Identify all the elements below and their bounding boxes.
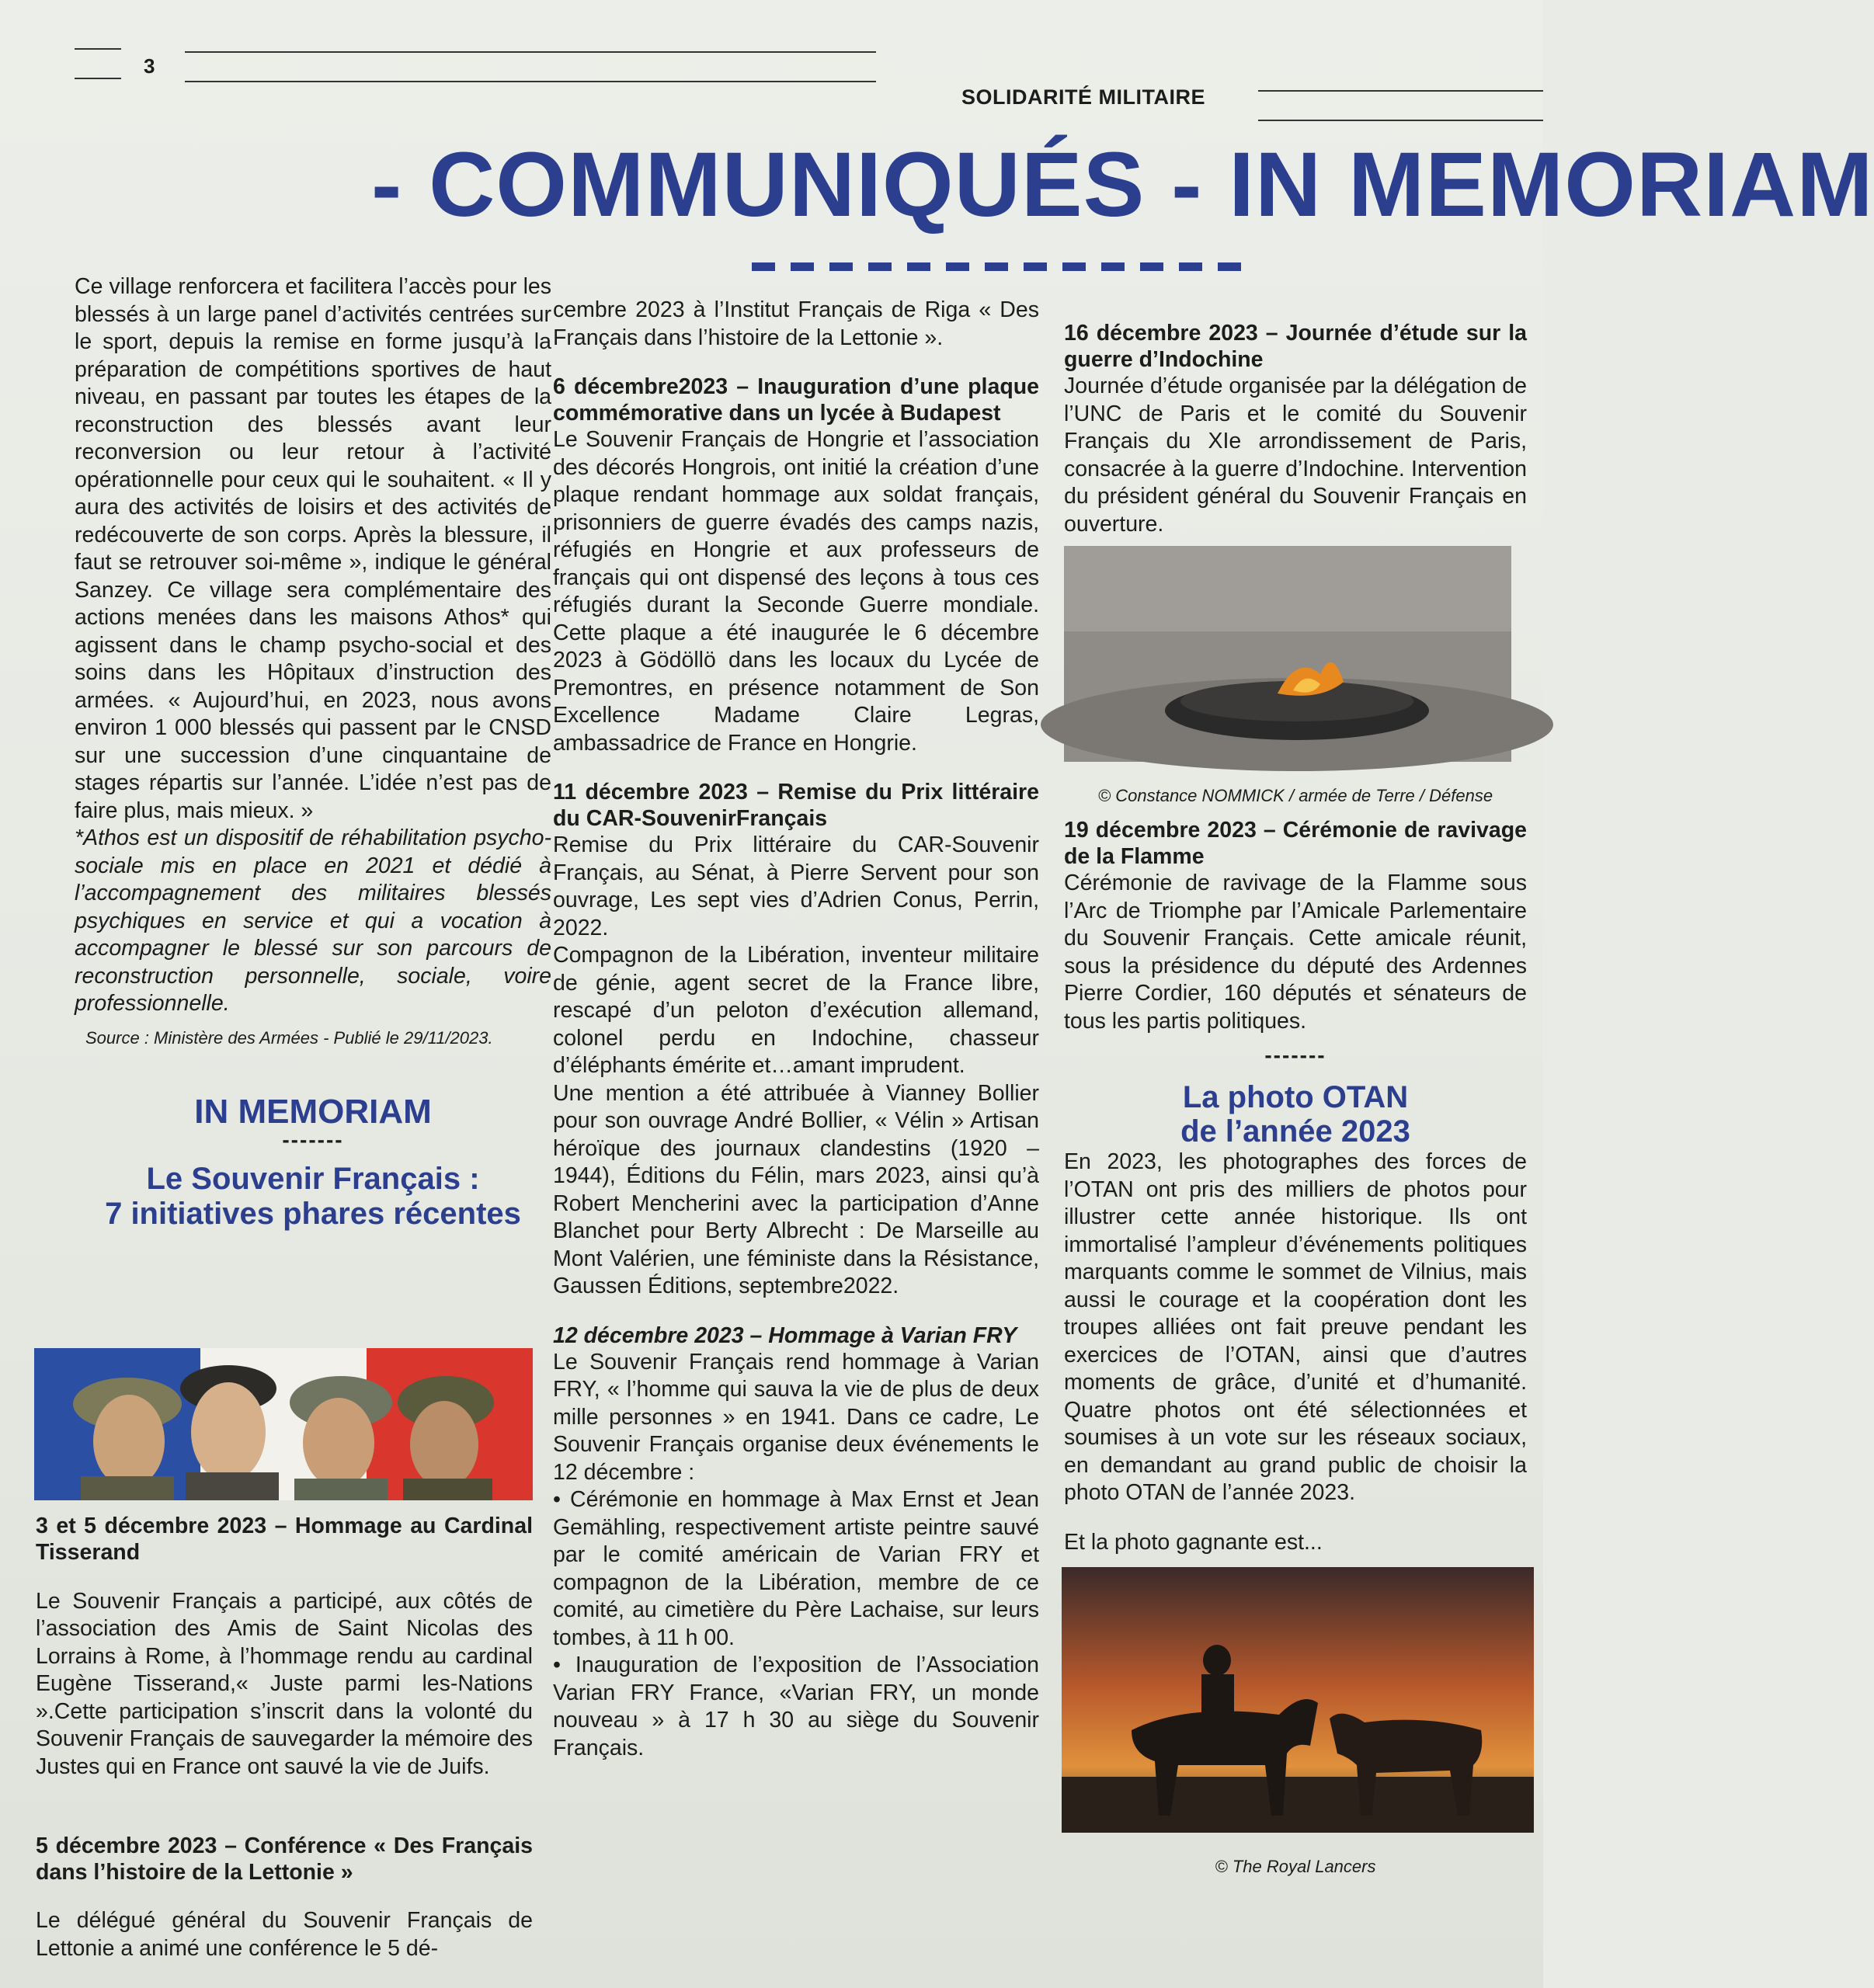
horses-photo bbox=[1062, 1567, 1534, 1833]
header-rule bbox=[185, 81, 876, 82]
otan-title-line-1: La photo OTAN bbox=[1182, 1080, 1409, 1114]
bullet-item: • Cérémonie en hommage à Max Ernst et Jean Gemähling, respectivement artiste peintre sauvé par le comité américain de Varian FRY et compagnon de la Libération, membre de ce comité, au cimetière du Père Lachaise, sur leurs tombes, à 11 h 00. bbox=[553, 1487, 1039, 1650]
article-title: 12 décembre 2023 – Hommage à Varian FRY bbox=[553, 1322, 1017, 1348]
header-rule bbox=[1258, 90, 1543, 92]
article-text: Compagnon de la Libération, inventeur militaire de génie, agent secret de la France libre, rescapé d’un peloton d’exécution allemand, colonel perdu en Indochine, chasseur d’éléphants émérite et…amant imprudent. bbox=[553, 943, 1039, 1078]
article-title: 11 décembre 2023 – Remise du Prix littéraire du CAR-SouvenirFrançais bbox=[553, 780, 1039, 831]
article-title: 3 et 5 décembre 2023 – Hommage au Cardinal Tisserand bbox=[36, 1514, 533, 1565]
article-text: Le Souvenir Français de Hongrie et l’association des décorés Hongrois, ont initié la création d’une plaque rendant hommage aux soldat français, prisonniers de guerre évadés des camps nazis, réfugiés en Hongrie et aux professeurs de français qui ont dispensé des leçons à tous ces réfugiés durant la Seconde Guerre mondiale. Cette plaque a été inaugurée le 6 décembre 2023 à Gödöllö dans les locaux du Lycée de Premontres, en présence notamment de Son Excellence Madame Claire Legras, ambassadrice de France en Hongrie. bbox=[553, 427, 1039, 756]
article-title: 6 décembre2023 – Inauguration d’une plaque commémorative dans un lycée à Budapest bbox=[553, 374, 1039, 426]
athos-note: *Athos est un dispositif de réhabilitation psycho-sociale mis en place en 2021 et dédié à l’accompagnement des militaires blessés psychiques en service et qui a vocation à accompagner le blessé sur son parcours de reconstruction personnelle, sociale, voire professionnelle. bbox=[75, 825, 551, 1016]
header-rule bbox=[75, 78, 121, 79]
article-text: En 2023, les photographes des forces de l’OTAN ont pris des milliers de photos pour illustrer cette année historique. Ils ont immortalisé l’ampleur d’événements politiques marquants comme le sommet de Vilnius, mais aussi le courage et la coopération dont les troupes alliées ont fait preuve pendant les exercices de l’OTAN, ainsi que d’autres moments de grâce, d’unité et d’humanité. Quatre photos ont été sélectionnées et soumises à un vote sur les réseaux sociaux, en demandant au grand public de choisir la photo OTAN de l’année 2023. bbox=[1064, 1149, 1527, 1505]
otan-title-line-2: de l’année 2023 bbox=[1180, 1114, 1410, 1149]
column-1 bbox=[75, 273, 551, 1232]
souvenir-title-line-1: Le Souvenir Français : bbox=[146, 1162, 480, 1196]
column-2 bbox=[553, 297, 1039, 1762]
header-rule bbox=[185, 51, 876, 53]
article-text: Une mention a été attribuée à Vianney Bollier pour son ouvrage André Bollier, « Vélin » Artisan héroïque des journaux clandestins (1920 – 1944), Éditions du Félin, mars 2023, ainsi qu’à Robert Mencherini avec la participation d’Anne Blanchet pour Berty Albrecht : De Marseille au Mont Valérien, une féministe dans la Résistance, Gaussen Éditions, septembre2022. bbox=[553, 1080, 1039, 1298]
bullet-item: • Inauguration de l’exposition de l’Association Varian FRY France, «Varian FRY, un monde nouveau » à 17 h 30 au siège du Souvenir Français. bbox=[553, 1653, 1039, 1760]
souvenir-title bbox=[75, 1162, 551, 1232]
section-name: SOLIDARITÉ MILITAIRE bbox=[961, 85, 1205, 109]
header-rule bbox=[1258, 120, 1543, 121]
photo-caption: © The Royal Lancers bbox=[1215, 1856, 1376, 1876]
article-title: 19 décembre 2023 – Cérémonie de ravivage de la Flamme bbox=[1064, 818, 1527, 869]
separator: ------- bbox=[282, 1128, 344, 1152]
column-3 bbox=[1064, 320, 1527, 1888]
in-memoriam-heading: IN MEMORIAM bbox=[194, 1093, 432, 1131]
page-number: 3 bbox=[144, 54, 155, 78]
article-text: Remise du Prix littéraire du CAR-Souvenir Français, au Sénat, à Pierre Servent pour son ouvrage, Les sept vies d’Adrien Conus, Perrin, 2022. bbox=[553, 832, 1039, 940]
soldiers-illustration bbox=[34, 1348, 533, 1500]
flame-photo bbox=[1064, 546, 1511, 762]
photo-caption: © Constance NOMMICK / armée de Terre / Défense bbox=[1097, 785, 1493, 805]
article-title: 5 décembre 2023 – Conférence « Des Français dans l’histoire de la Lettonie » bbox=[36, 1833, 533, 1885]
intro-paragraph: Ce village renforcera et facilitera l’accès pour les blessés à un large panel d’activités centrées sur le sport, depuis la remise en forme jusqu’à la préparation de compétitions sportives de haut niveau, en passant par toutes les étapes de la reconstruction des blessés avant leur reconversion ou leur retour à l’activité opérationnelle pour ceux qui le souhaitent. « Il y aura des activités de loisirs et des activités de redécouverte de son corps. Après la blessure, il faut se retrouver soi-même », indique le général Sanzey. Ce village sera complémentaire des actions menées dans les maisons Athos* qui agissent dans le champ psycho-social et des soins dans les Hôpitaux d’instruction des armées. « Aujourd’hui, en 2023, nous avons environ 1 000 blessés qui passent par le CNSD sur une succession d’une cinquantaine de stages répartis sur l’année. L’idée n’est pas de faire plus, mais mieux. » bbox=[75, 274, 551, 823]
page-title: - COMMUNIQUÉS - IN MEMORIAM bbox=[371, 134, 1874, 236]
article-text: Le Souvenir Français rend hommage à Varian FRY, « l’homme qui sauva la vie de plus de deux mille personnes » en 1941. Dans ce cadre, Le Souvenir Français organise deux événements le 12 décembre : bbox=[553, 1349, 1039, 1485]
article-text: Le délégué général du Souvenir Français de Lettonie a animé une conférence le 5 dé- bbox=[36, 1908, 533, 1961]
article-text: Journée d’étude organisée par la délégation de l’UNC de Paris et le comité du Souvenir Français du XIe arrondissement de Paris, consacrée à la guerre d’Indochine. Intervention du président général du Souvenir Français en ouverture. bbox=[1064, 374, 1527, 537]
column-1-bottom bbox=[36, 1513, 533, 1985]
article-text: Cérémonie de ravivage de la Flamme sous l’Arc de Triomphe par l’Amicale Parlementaire du Souvenir Français. Cette amicale réunit, sous la présidence du député des Ardennes Pierre Cordier, 160 députés et sénateurs de tous les partis politiques. bbox=[1064, 871, 1527, 1034]
souvenir-title-line-2: 7 initiatives phares récentes bbox=[105, 1197, 521, 1231]
source-line: Source : Ministère des Armées - Publié le 29/11/2023. bbox=[85, 1027, 493, 1048]
article-text: Le Souvenir Français a participé, aux côtés de l’association des Amis de Saint Nicolas des Lorrains à Rome, à l’hommage rendu au cardinal Eugène Tisserand,« Juste parmi les-Nations ».Cette participation s’inscrit dans la volonté du Souvenir Français de sauvegarder la mémoire des Justes qui en France ont sauvé la vie de Juifs. bbox=[36, 1588, 533, 1779]
winner-line: Et la photo gagnante est... bbox=[1064, 1529, 1323, 1555]
article-title: 16 décembre 2023 – Journée d’étude sur la guerre d’Indochine bbox=[1064, 321, 1527, 372]
header-rule bbox=[75, 48, 121, 50]
otan-title bbox=[1064, 1080, 1527, 1149]
article-text: cembre 2023 à l’Institut Français de Riga « Des Français dans l’histoire de la Lettonie ». bbox=[553, 297, 1039, 350]
separator: ------- bbox=[1264, 1043, 1326, 1067]
title-dashes bbox=[752, 262, 1241, 271]
